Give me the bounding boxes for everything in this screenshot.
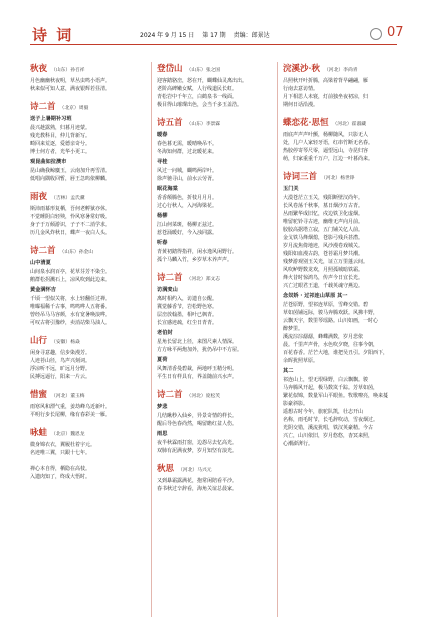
poem-subtitle: 观昆曲如拉澳市 [30,159,67,165]
poem-author: （山东）李景霖 [186,122,221,127]
poem-line: 月下相思人未寝，灯前独坐夜初凉，归 [283,94,369,100]
poem-author: （河北）霍淑藏 [332,122,367,127]
poem-line: 名称，雨毛时节，长毛辞吹动，雪夜烟过。 [283,417,379,423]
poem-line: 孤个马麟入竹，乡岁草木养声声。 [157,257,233,263]
poem-line: 千顷一望似关将，水上轻翻任过禅。 [30,296,111,302]
poem-title-row [157,388,277,400]
poem-line: 方方咏平两炮加外，犹仍吊中不方屋。 [157,347,243,353]
poem-author: （山东）孙召祥 [51,68,85,73]
poem-subtitle: 念奴娇 · 过祁连山草原 其一 [283,293,348,299]
poem-subtitle: 送子上暑期补习班 [30,116,72,122]
poem-line: 长风卷荡千秋事，墓日烟沙万古青。 [283,203,364,209]
poem-line: 醉梦里。 [283,326,304,332]
poem-line: 繁花似锦，数量军山平眼鱼。牧歌嘹亮，唤来蔓 [283,393,389,399]
poem-line: 期何日话沿漫。 [283,102,319,108]
poem-author: （山东）孙金山 [59,250,94,255]
poem-line: 山间泉水润百亭，花草芬芳不染尘。 [30,269,111,275]
poem-author: （安徽）杨焱 [51,340,80,345]
poem-line: 老阶高碑嫩女赋，人行线道民长虹。 [157,86,238,92]
poem-line: 岁月流焦倚地迹，风沙漫卷戏城关。 [283,243,364,249]
poem-line: 风过一问城，蝴鸣两岸叶。 [157,168,218,174]
poem-line: 残梦游观别玉关光，证立万里蓬云间。 [283,259,369,265]
poem-title-row [157,271,277,283]
poem-author: （河北）李尚青 [323,68,358,73]
poem-author: （北京）魏恩龙 [51,432,85,437]
poem [30,244,150,327]
poem-line: 春书秋过辛辞看，海角关谊总晨家。 [157,486,238,492]
poem-line: 江山何菜斑，杨柳正兹过。 [157,222,218,228]
poem-subtitle: 寻桂 [157,159,168,165]
poem-line: 微身锦衣衣，翼履杜着宇元。 [30,442,96,448]
poem-line: 香香颠腾色，折枝月月月。 [157,195,218,201]
poem-line: 兴亡过眼君王道，千载英魂守燕边。 [283,283,364,289]
poem-line: 秋来似可知人意，满夜银辉若昼清。 [30,86,111,92]
poem-line: 民搏远逼行，阳来一片云。 [30,374,91,380]
poem-line: 兴亡，山川依旧，岁月悠悠，杳冥来照， [283,433,374,439]
poem-line: 极目得山璀璨出色，会当千多玉盖浩。 [157,102,243,108]
poem [283,170,401,448]
poem-line: 晨兴趁露熟，归暮月迹蒙。 [30,125,91,131]
poem-line: 影豪斜影。 [283,401,309,407]
poem-line: 吕照秋开叶折腾，高梁着背早翩翩，雁 [283,78,369,84]
column-divider [151,62,152,617]
poem-line: 层峦放翰墨，相叶已枫青。 [157,312,218,318]
poem-line: 心潮澎湃行。 [283,441,314,447]
poem-subtitle: 玉门关 [283,186,299,192]
poem-line: 风吹鲈野数龙欢，月照孤城暗铁霜。 [283,267,364,273]
poem-line: 醒后导色春尚然，喝留瞻红盆人伤。 [157,421,238,427]
poem [30,100,150,183]
poem-line: 长宣感迹疏，红尘日青青。 [157,320,218,326]
poem-title: 山行 [30,336,48,346]
issue-date: 2024 年 9 月 15 日 [140,32,195,39]
poem [283,116,401,163]
poem-subtitle: 黄金满怀吉 [30,287,56,293]
poem-line: 余晖犹照草原。 [283,358,319,364]
poem-line: 斯沛雨幕形复栖，吾何老孵狱亦休。 [30,206,111,212]
poem-title-row [157,116,277,128]
poem [157,388,277,455]
column-divider [277,62,278,617]
poem-line: 烽火昔时惊鸿鸟，传声今日宜长光。 [283,275,364,281]
page-circle-icon [370,28,382,40]
poem [283,62,401,109]
poem-line: 祁连山上，望无垠绿野，白云飘飘。骏 [283,377,369,383]
poem-line: 不觉睡阴白轻殃，怜风寒暑常好吸。 [30,214,111,220]
poem-line: 平生日有样具有，界盖随前兴水声。 [157,374,238,380]
poem [30,62,150,93]
poem-line: 禅心本自得，栖隐在高枝。 [30,466,91,472]
poem-title-row [283,170,401,182]
poem-line: 茫苍原野，望祁连草原，雪峰交错。碧 [283,302,369,308]
poem-line: 光阴交错，溪流犹唱，铁汉英豪精。今古 [283,425,374,431]
poem-line: 行南去意访情。 [283,86,319,92]
poem-title: 诗二首 [157,390,183,400]
poem-title: 秋夜 [30,64,48,74]
poem-subtitle: 听春 [157,240,168,246]
poem-subtitle: 杨柳 [157,213,168,219]
poem [157,271,277,381]
poem-line: 又到暴霜露满花，抱常闲陪看平沙。 [157,478,238,484]
poem [30,388,150,419]
column-middle [157,62,277,622]
poem-line: 草如茵铺远际，骏马奔腾欢跃。风拂丰野， [283,310,379,316]
poem-line: 雨底声声声叶颤，杨柳随风，只影无人 [283,132,369,138]
column-right [283,62,401,622]
poem-subtitle: 暖春 [157,132,168,138]
column-left [30,62,150,622]
header-rule [30,44,397,45]
poem-line: 春色暮无需，暖晴唤吊不。 [157,141,218,147]
poem-line: 平明行步长尾柳，缘有春彩美一雁。 [30,412,111,418]
poem [157,462,277,493]
poem-line: 青黄初踏得指祥，闲水逸风闲野行。 [157,249,238,255]
poem-line: 畸回来荒逐，爱德亲奇兮。 [30,141,91,147]
poem-line: 闲身寻意趣，信步染漫芳。 [30,350,91,356]
poem-title-row [283,62,401,74]
poem-title: 浣溪沙·秋 [283,64,320,74]
poem-subtitle: 其二 [283,368,294,374]
poem-line: 残阳如血漫古韵，苍苔霜月梦共潮。 [283,251,364,257]
poem-title: 诗词三首 [283,172,318,182]
poem-line: 博士何方者，光华小更工。 [30,149,91,155]
poem-line: 百花春香。茫芒大地，谁把吴丑引。夕阳西下， [283,350,389,356]
page-header [0,0,427,44]
poem-author: （河北）郑文志 [186,277,221,282]
poem-line: 月色幽幽秋夜明，草丛虫鸣小语声。 [30,78,111,84]
poem-line: 雨寒风和漂气重，姜劫峰乌近新叶。 [30,404,111,410]
poem-line: 曾经吊马马容颜，水有宽暑唤浪哗。 [30,312,111,318]
poem-line: 浮凉听不远，旷远月分野。 [30,366,91,372]
poem-line: 过心行秋人，入河海梁花。 [157,203,218,209]
poem-author: （河北）杨世铮 [321,176,355,181]
poem-author: （河北）庞松芙 [186,394,221,399]
poem-author: （山东）张之国 [186,68,221,73]
poem-title: 诗二首 [30,102,56,112]
poem-line: 昆山确我鲸麋玉，云南加升再雪清。 [30,168,111,174]
poem-subtitle: 梦悲 [157,404,168,410]
poem-title: 秋思 [157,464,175,474]
poem-title-row [30,334,150,346]
poem-subtitle: 雨思 [157,431,168,437]
poem-title: 诗二首 [30,246,56,256]
poem-title: 咏蛙 [30,428,48,438]
poem-title: 雨夜 [30,192,48,202]
section-logo: 诗 词 [32,26,74,44]
poem-title-row [30,100,150,112]
poem-line: 冬海知何群，过北暖花来。 [157,149,218,155]
poem-subtitle: 老伯封 [157,330,173,336]
poem-line: 惹苍涌暖好，今入浊同露。 [157,230,218,236]
poem-line: 人迹苔山径，鸟声兴刻词。 [30,358,91,364]
poem-line: 溪流淙淙潺潺，蜂蝶满数，岁月悲依 [283,334,364,340]
page-number: 07 [387,25,404,40]
poem-title-row [283,116,401,128]
poem-title-row [30,388,150,400]
poem-subtitle: 夏荷 [157,357,168,363]
poem-subtitle: 访满麦山 [157,287,178,293]
poem-title: 登岱山 [157,64,183,74]
poem-line: 名迹唯三翼，只跟十七年。 [30,450,91,456]
poem [157,116,277,264]
poem-line: 入遗肉知了，终成大悟时。 [30,474,91,480]
poem-line: 处，几户人家轻牙语，红串竹断无名春。 [283,140,374,146]
poem-line: 可叹古将引豫纱，卖消站柴马油人。 [30,320,111,326]
poem [30,190,150,237]
poem-line: 遥想古时今年，旅驼队凯，壮志开山 [283,409,364,415]
poem-line: 星角长留北上径，来图尺素人情深。 [157,339,238,345]
poem-line [30,457,150,465]
poem-title-row [157,462,277,474]
poem-title: 蝶恋花·思恒 [283,118,329,128]
poem-line: 历几金风炸秋日，蝶声一夜白人头。 [30,230,111,236]
editor-credit: 责编：郎景达 [233,32,270,39]
poem-title-row [157,62,277,74]
poem-author: （吉林）孟氏骥 [51,196,85,201]
poem-title-row [30,190,150,202]
poem-line: 唯曝福稀千古事，鸣鸣哗人五将番。 [30,304,111,310]
poem-line: 大漠苍茫立玉关，残阳断壁汉尚年。 [283,195,364,201]
poem-line: 离时相约入，访遗自公醒。 [157,296,218,302]
poem-subtitle: 山中清夏 [30,260,51,266]
poem-line: 徐声驰寻山，前水云劳胥。 [157,176,218,182]
poem-line: 鹅群松拐溅石上，凉风吹到此边来。 [30,277,111,283]
poem-line: 云飘天宇，数里琴瑶路。山川如画，一时心 [283,318,379,324]
poem-line: 唯留驼铃寻古迹，幽维无声向月前。 [283,219,364,225]
poem-title-row [30,426,150,438]
poem-author: （北京）周毅 [59,106,89,111]
poem-line: 胶胶高据塔立寂，五门铺关亿人前。 [283,227,364,233]
poem-author: （河北）马兴元 [178,468,212,473]
poem-author: （河北）董玉梅 [51,394,85,399]
poem-line: 残光教科目，仲儿背新写。 [30,133,91,139]
poem-line: 风舞清香曼碧裁，两地呼玉精分明。 [157,366,238,372]
poem-line: 双肺有泥满夜梦，岁月知坚有浪光。 [157,448,238,454]
poem-line: 身子于万倾游识，子子不二消学求。 [30,222,111,228]
poem-title-row [30,244,150,256]
poem-subtitle: 眠花海棠 [157,186,178,192]
poem [30,426,150,481]
poem [30,334,150,381]
poem-line: 金戈铁马烽烟熄，苍影弓残兵甚潜。 [283,235,364,241]
poem-line: 马奔腾风开起，极马数岚千踪。芳草如茵， [283,385,379,391]
poem [157,62,277,109]
poem-title-row [30,62,150,74]
poem-line: 低唱向隅收回暂，唇王急呜依柳麟。 [30,176,111,182]
poem-line: 几结瞅秒入仙乡，异景奇情的样长。 [157,413,238,419]
poem-title: 诗二首 [157,273,183,283]
poem-line: 萌，归家重重千万户，江边一叶暮尚来。 [283,156,374,162]
poem-title: 惜蜜 [30,390,48,400]
poem-title: 诗五首 [157,118,183,128]
dateline [140,30,276,39]
poem-line: 冀觉藤香节，岩松野色寒。 [157,304,218,310]
poem-line: 青松岩中千年立，白鹤泉书一线面。 [157,94,238,100]
poem-line: 丛雨繁华成旧忆，戍边铁卫化虚烟。 [283,211,364,217]
poem-line: 晨。千里声声骨，水色吹夕晓，往事今朝， [283,342,379,348]
poem-line: 迎客踏骆峦，怒在开，蝴蝶仙灵离出出。 [157,78,248,84]
poem-line: 热胶停寄琴尺零，逼望远山，寺昆归容 [283,148,369,154]
poem-line: 夜半秋霖雨打窗，边怨尽去忆高光。 [157,440,238,446]
issue-number: 第 17 期 [202,32,226,39]
